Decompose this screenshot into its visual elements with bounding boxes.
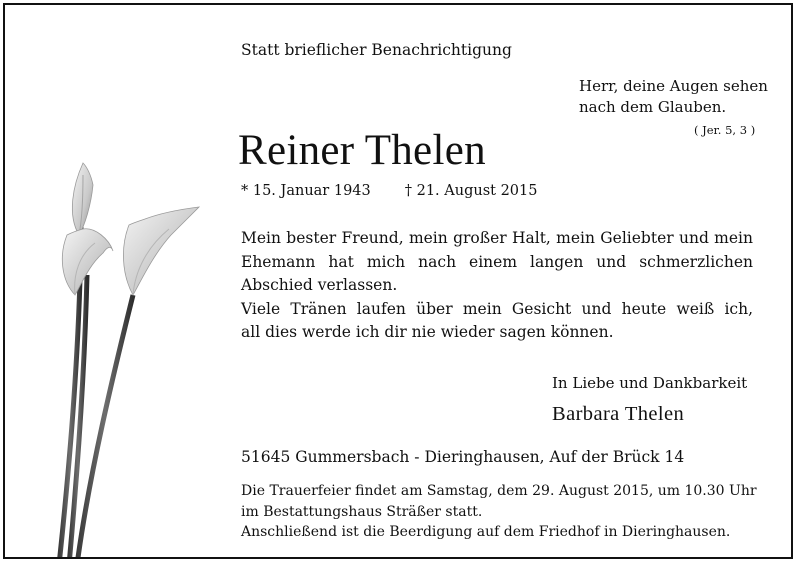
birth-date: * 15. Januar 1943 <box>241 183 371 199</box>
message-line: Ehemann hat mich nach einem langen und schmerzlichen <box>241 252 753 271</box>
calla-lily-icon <box>45 155 205 559</box>
deceased-name: Reiner Thelen <box>238 127 486 174</box>
verse-line-1: Herr, deine Augen sehen <box>579 77 768 95</box>
life-dates <box>241 183 538 199</box>
funeral-line: Die Trauerfeier findet am Samstag, dem 29. August 2015, um 10.30 Uhr <box>241 483 757 499</box>
funeral-line: im Bestattungshaus Sträßer statt. <box>241 503 483 520</box>
message-line: Mein bester Freund, mein großer Halt, mein Geliebter und mein <box>241 229 753 247</box>
verse-line-2: nach dem Glauben. <box>579 98 727 116</box>
farewell-message <box>241 227 753 345</box>
message-line: Abschied verlassen. <box>241 276 398 295</box>
header-note: Statt brieflicher Benachrichtigung <box>241 41 512 59</box>
closing-phrase: In Liebe und Dankbarkeit <box>552 374 748 392</box>
death-date: † 21. August 2015 <box>404 183 538 199</box>
message-line: all dies werde ich dir nie wieder sagen können. <box>241 323 614 342</box>
signer-name: Barbara Thelen <box>552 403 685 425</box>
funeral-info <box>241 481 755 543</box>
funeral-line: Anschließend ist die Beerdigung auf dem Friedhof in Dieringhausen. <box>241 524 731 540</box>
address: 51645 Gummersbach - Dieringhausen, Auf der Brück 14 <box>241 448 685 466</box>
verse-reference: ( Jer. 5, 3 ) <box>694 123 756 137</box>
obituary-card <box>3 3 793 559</box>
message-line: Viele Tränen laufen über mein Gesicht und heute weiß ich, <box>241 299 753 318</box>
